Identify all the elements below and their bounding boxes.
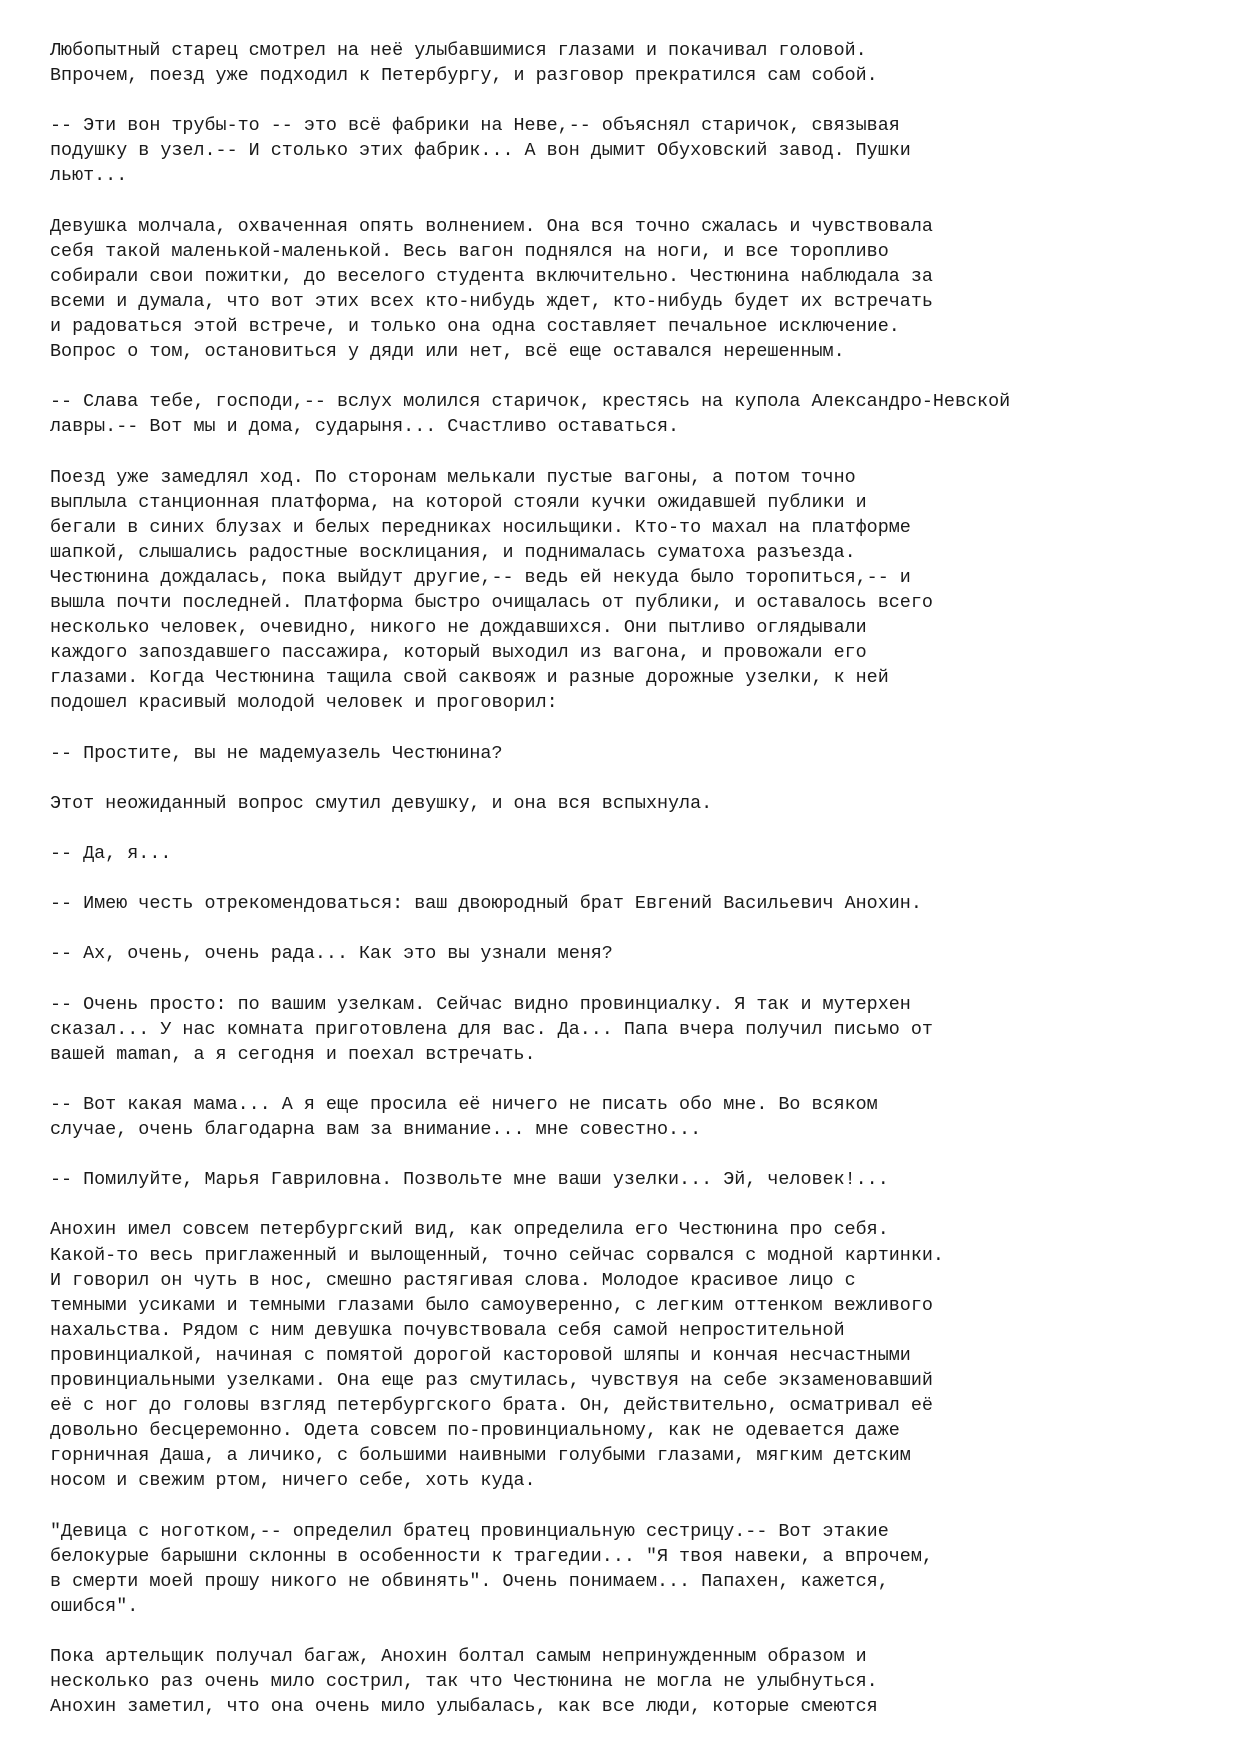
text-paragraph — [50, 1167, 1230, 1192]
text-paragraph — [50, 1519, 1230, 1619]
text-line: темными усиками и темными глазами было самоуверенно, с легким оттенком вежливого — [50, 1294, 933, 1316]
text-paragraph — [50, 1092, 1230, 1142]
text-line: ошибся". — [50, 1595, 139, 1617]
text-line: -- Эти вон трубы-то -- это всё фабрики на Неве,-- объяснял старичок, связывая — [50, 115, 900, 137]
text-line: -- Слава тебе, господи,-- вслух молился старичок, крестясь на купола Александро-Невской — [50, 391, 1011, 413]
text-line: Вопрос о том, остановиться у дяди или нет, всё еще оставался нерешенным. — [50, 341, 845, 363]
text-paragraph — [50, 741, 1230, 766]
text-paragraph — [50, 791, 1230, 816]
text-line: провинциалкой, начиная с помятой дорогой касторовой шляпы и кончая несчастными — [50, 1344, 911, 1366]
text-paragraph — [50, 1644, 1230, 1719]
text-line: Какой-то весь приглаженный и вылощенный, точно сейчас сорвался с модной картинки. — [50, 1244, 944, 1266]
text-line: несколько раз очень мило сострил, так что Честюнина не могла не улыбнуться. — [50, 1671, 878, 1693]
text-paragraph — [50, 841, 1230, 866]
text-line: подошел красивый молодой человек и проговорил: — [50, 692, 558, 714]
text-line: Девушка молчала, охваченная опять волнением. Она вся точно сжалась и чувствовала — [50, 215, 933, 237]
text-line: -- Вот какая мама... А я еще просила её ничего не писать обо мне. Во всяком — [50, 1093, 878, 1115]
text-paragraph — [50, 891, 1230, 916]
text-line: "Девица с ноготком,-- определил братец провинциальную сестрицу.-- Вот этакие — [50, 1520, 889, 1542]
text-paragraph — [50, 214, 1230, 365]
document-page — [50, 38, 1230, 1744]
text-line: вашей maman, а я сегодня и поехал встречать. — [50, 1043, 536, 1065]
text-line: шапкой, слышались радостные восклицания, и поднималась суматоха разъезда. — [50, 541, 856, 563]
text-line: случае, очень благодарна вам за внимание... мне совестно... — [50, 1119, 702, 1141]
text-line: Анохин имел совсем петербургский вид, как определила его Честюнина про себя. — [50, 1219, 889, 1241]
text-line: собирали свои пожитки, до веселого студента включительно. Честюнина наблюдала за — [50, 265, 933, 287]
text-line: довольно бесцеремонно. Одета совсем по-провинциальному, как не одевается даже — [50, 1420, 900, 1442]
text-line: её с ног до головы взгляд петербургского брата. Он, действительно, осматривал её — [50, 1395, 933, 1417]
text-line: Честюнина дождалась, пока выйдут другие,-- ведь ей некуда было торопиться,-- и — [50, 566, 911, 588]
text-line: нахальства. Рядом с ним девушка почувствовала себя самой непростительной — [50, 1319, 845, 1341]
text-line: себя такой маленькой-маленькой. Весь вагон поднялся на ноги, и все торопливо — [50, 240, 889, 262]
text-line: и радоваться этой встрече, и только она одна составляет печальное исключение. — [50, 316, 900, 338]
text-paragraph — [50, 992, 1230, 1067]
text-line: всеми и думала, что вот этих всех кто-нибудь ждет, кто-нибудь будет их встречать — [50, 290, 933, 312]
text-paragraph — [50, 465, 1230, 716]
text-line: каждого запоздавшего пассажира, который выходил из вагона, и провожали его — [50, 642, 867, 664]
text-line: Поезд уже замедлял ход. По сторонам мелькали пустые вагоны, а потом точно — [50, 466, 856, 488]
text-line: подушку в узел.-- И столько этих фабрик... А вон дымит Обуховский завод. Пушки — [50, 140, 911, 162]
text-line: -- Да, я... — [50, 843, 172, 864]
text-line: белокурые барышни склонны в особенности к трагедии... "Я твоя навеки, а впрочем, — [50, 1545, 933, 1567]
text-paragraph — [50, 113, 1230, 188]
text-line: -- Ах, очень, очень рада... Как это вы узнали меня? — [50, 943, 613, 965]
text-line: -- Очень просто: по вашим узелкам. Сейчас видно провинциалку. Я так и мутерхен — [50, 993, 911, 1015]
text-line: Любопытный старец смотрел на неё улыбавшимися глазами и покачивал головой. — [50, 40, 867, 61]
text-paragraph — [50, 1217, 1230, 1493]
text-line: несколько человек, очевидно, никого не дождавшихся. Они пытливо оглядывали — [50, 617, 867, 639]
text-line: Этот неожиданный вопрос смутил девушку, и она вся вспыхнула. — [50, 792, 713, 814]
text-line: Анохин заметил, что она очень мило улыбалась, как все люди, которые смеются — [50, 1696, 878, 1718]
text-line: вышла почти последней. Платформа быстро очищалась от публики, и оставалось всего — [50, 592, 933, 614]
text-line: -- Имею честь отрекомендоваться: ваш двоюродный брат Евгений Васильевич Анохин. — [50, 893, 922, 915]
text-paragraph — [50, 941, 1230, 966]
text-line: выплыла станционная платформа, на которой стояли кучки ожидавшей публики и — [50, 491, 867, 513]
text-line: -- Простите, вы не мадемуазель Честюнина? — [50, 742, 503, 764]
text-line: лавры.-- Вот мы и дома, сударыня... Счастливо оставаться. — [50, 416, 680, 438]
text-paragraph — [50, 38, 1230, 88]
text-paragraph — [50, 389, 1230, 439]
text-line: сказал... У нас комната приготовлена для вас. Да... Папа вчера получил письмо от — [50, 1018, 933, 1040]
text-line: горничная Даша, а личико, с большими наивными голубыми глазами, мягким детским — [50, 1445, 911, 1467]
text-line: провинциальными узелками. Она еще раз смутилась, чувствуя на себе экзаменовавший — [50, 1369, 933, 1391]
text-line: Пока артельщик получал багаж, Анохин болтал самым непринужденным образом и — [50, 1646, 867, 1667]
text-line: Впрочем, поезд уже подходил к Петербургу, и разговор прекратился сам собой. — [50, 65, 878, 87]
text-line: И говорил он чуть в нос, смешно растягивая слова. Молодое красивое лицо с — [50, 1269, 856, 1291]
text-line: бегали в синих блузах и белых передниках носильщики. Кто-то махал на платформе — [50, 516, 911, 538]
text-line: льют... — [50, 165, 128, 187]
text-line: в смерти моей прошу никого не обвинять". Очень понимаем... Папахен, кажется, — [50, 1570, 889, 1592]
text-line: носом и свежим ртом, ничего себе, хоть куда. — [50, 1470, 536, 1492]
text-line: -- Помилуйте, Марья Гавриловна. Позвольте мне ваши узелки... Эй, человек!... — [50, 1169, 889, 1191]
text-line: глазами. Когда Честюнина тащила свой саквояж и разные дорожные узелки, к ней — [50, 667, 889, 689]
